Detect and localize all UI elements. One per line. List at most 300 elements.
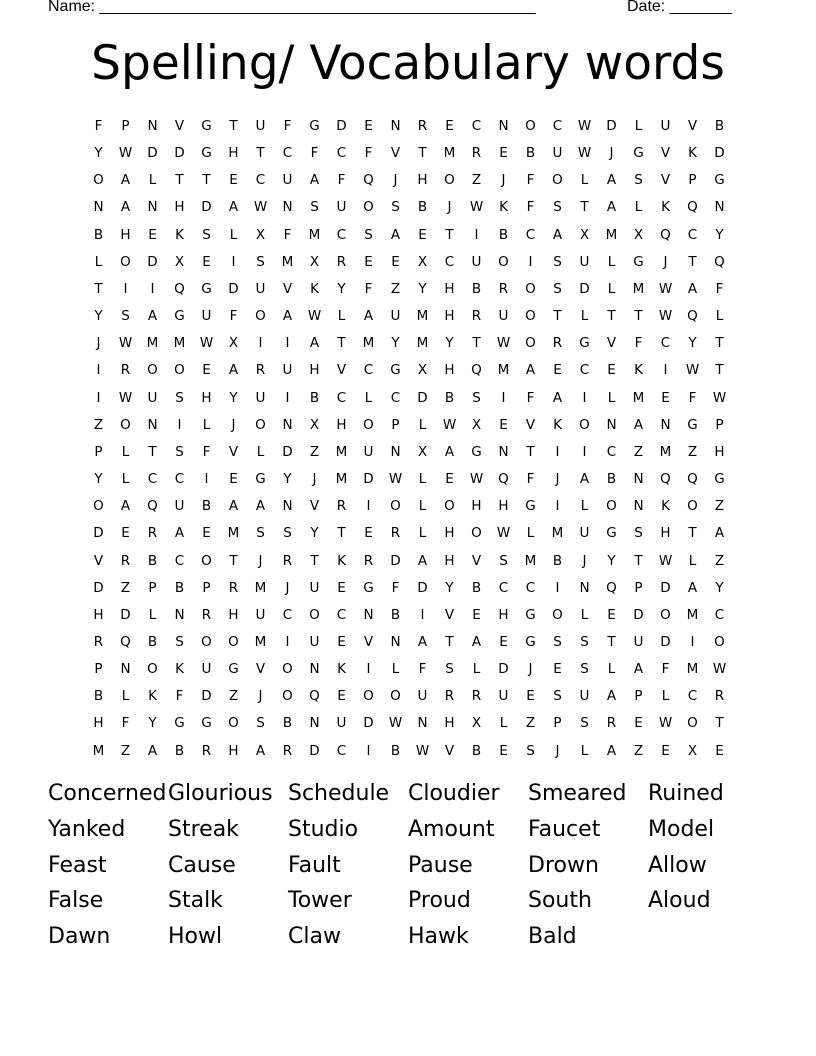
- grid-letter[interactable]: H: [444, 552, 455, 569]
- grid-letter[interactable]: E: [526, 688, 535, 705]
- grid-letter[interactable]: Y: [715, 579, 724, 596]
- grid-letter[interactable]: E: [472, 606, 481, 623]
- grid-letter[interactable]: G: [255, 471, 266, 488]
- grid-letter[interactable]: E: [148, 226, 157, 243]
- grid-letter[interactable]: R: [93, 633, 104, 650]
- grid-letter[interactable]: O: [282, 688, 293, 705]
- grid-letter[interactable]: O: [147, 661, 158, 678]
- grid-letter[interactable]: F: [202, 443, 211, 460]
- grid-letter[interactable]: B: [147, 552, 158, 569]
- grid-letter[interactable]: S: [256, 715, 265, 732]
- grid-letter[interactable]: J: [231, 416, 236, 433]
- grid-letter[interactable]: G: [201, 118, 212, 134]
- grid-letter[interactable]: I: [285, 633, 290, 650]
- grid-letter[interactable]: E: [337, 633, 346, 650]
- grid-letter[interactable]: Y: [445, 335, 454, 352]
- grid-letter[interactable]: T: [715, 715, 724, 732]
- grid-letter[interactable]: I: [555, 443, 560, 460]
- grid-letter[interactable]: B: [471, 742, 482, 759]
- grid-letter[interactable]: L: [391, 661, 400, 678]
- grid-letter[interactable]: W: [118, 389, 133, 406]
- grid-letter[interactable]: D: [147, 253, 158, 270]
- grid-letter[interactable]: B: [174, 579, 185, 596]
- grid-letter[interactable]: T: [148, 443, 157, 460]
- grid-letter[interactable]: B: [309, 389, 320, 406]
- grid-letter[interactable]: A: [282, 308, 293, 325]
- grid-letter[interactable]: A: [120, 498, 131, 515]
- grid-letter[interactable]: H: [228, 145, 239, 162]
- grid-letter[interactable]: T: [607, 308, 616, 325]
- grid-letter[interactable]: L: [634, 118, 643, 134]
- grid-letter[interactable]: P: [94, 661, 103, 678]
- grid-letter[interactable]: S: [580, 661, 589, 678]
- grid-letter[interactable]: Q: [660, 471, 671, 488]
- grid-letter[interactable]: A: [525, 362, 536, 379]
- grid-letter[interactable]: M: [659, 443, 672, 460]
- grid-letter[interactable]: K: [661, 498, 670, 515]
- grid-letter[interactable]: P: [202, 579, 211, 596]
- grid-letter[interactable]: U: [147, 389, 158, 406]
- grid-letter[interactable]: E: [499, 145, 508, 162]
- grid-letter[interactable]: D: [417, 579, 428, 596]
- grid-letter[interactable]: Y: [94, 471, 103, 488]
- grid-letter[interactable]: T: [94, 280, 103, 297]
- grid-letter[interactable]: O: [363, 199, 374, 216]
- grid-letter[interactable]: D: [282, 443, 293, 460]
- grid-letter[interactable]: L: [364, 389, 373, 406]
- grid-letter[interactable]: O: [552, 172, 563, 189]
- grid-letter[interactable]: A: [579, 471, 590, 488]
- grid-letter[interactable]: R: [390, 525, 401, 542]
- grid-letter[interactable]: O: [201, 633, 212, 650]
- grid-letter[interactable]: A: [687, 579, 698, 596]
- grid-letter[interactable]: J: [501, 172, 506, 189]
- grid-letter[interactable]: N: [147, 199, 158, 216]
- grid-letter[interactable]: G: [714, 172, 725, 189]
- grid-letter[interactable]: K: [175, 226, 184, 243]
- grid-letter[interactable]: H: [201, 389, 212, 406]
- grid-letter[interactable]: H: [444, 308, 455, 325]
- grid-letter[interactable]: C: [336, 389, 347, 406]
- grid-letter[interactable]: G: [525, 633, 536, 650]
- grid-letter[interactable]: N: [660, 416, 671, 433]
- grid-letter[interactable]: T: [229, 118, 238, 134]
- grid-letter[interactable]: D: [633, 606, 644, 623]
- grid-letter[interactable]: R: [363, 552, 374, 569]
- grid-letter[interactable]: J: [582, 552, 587, 569]
- grid-letter[interactable]: M: [632, 389, 645, 406]
- grid-letter[interactable]: C: [336, 145, 347, 162]
- grid-letter[interactable]: I: [555, 579, 560, 596]
- grid-letter[interactable]: X: [471, 416, 482, 433]
- grid-letter[interactable]: O: [282, 661, 293, 678]
- grid-letter[interactable]: T: [445, 633, 454, 650]
- grid-letter[interactable]: H: [336, 416, 347, 433]
- grid-letter[interactable]: U: [579, 253, 590, 270]
- grid-letter[interactable]: B: [93, 688, 104, 705]
- grid-letter[interactable]: O: [660, 606, 671, 623]
- grid-letter[interactable]: N: [498, 443, 509, 460]
- grid-letter[interactable]: C: [336, 606, 347, 623]
- grid-letter[interactable]: J: [663, 253, 668, 270]
- grid-letter[interactable]: P: [715, 416, 724, 433]
- grid-letter[interactable]: L: [94, 253, 103, 270]
- grid-letter[interactable]: G: [201, 715, 212, 732]
- grid-letter[interactable]: X: [417, 443, 428, 460]
- grid-letter[interactable]: L: [256, 443, 265, 460]
- grid-letter[interactable]: R: [417, 118, 428, 134]
- grid-letter[interactable]: E: [364, 118, 373, 134]
- grid-letter[interactable]: U: [417, 688, 428, 705]
- grid-letter[interactable]: J: [609, 145, 614, 162]
- grid-letter[interactable]: T: [715, 335, 724, 352]
- grid-letter[interactable]: U: [660, 118, 671, 134]
- grid-letter[interactable]: R: [552, 335, 563, 352]
- grid-letter[interactable]: Q: [174, 280, 185, 297]
- grid-letter[interactable]: O: [606, 498, 617, 515]
- grid-letter[interactable]: F: [526, 471, 535, 488]
- grid-letter[interactable]: B: [498, 226, 509, 243]
- grid-letter[interactable]: S: [634, 172, 643, 189]
- grid-letter[interactable]: I: [582, 389, 587, 406]
- grid-letter[interactable]: D: [174, 145, 185, 162]
- grid-letter[interactable]: V: [228, 443, 239, 460]
- grid-letter[interactable]: N: [633, 498, 644, 515]
- grid-letter[interactable]: S: [553, 280, 562, 297]
- grid-letter[interactable]: I: [366, 498, 371, 515]
- grid-letter[interactable]: L: [499, 715, 508, 732]
- grid-letter[interactable]: X: [633, 226, 644, 243]
- grid-letter[interactable]: U: [282, 362, 293, 379]
- grid-letter[interactable]: L: [418, 498, 427, 515]
- grid-letter[interactable]: B: [174, 742, 185, 759]
- grid-letter[interactable]: O: [363, 688, 374, 705]
- grid-letter[interactable]: R: [255, 362, 266, 379]
- grid-letter[interactable]: M: [254, 579, 267, 596]
- grid-letter[interactable]: B: [714, 118, 725, 134]
- grid-letter[interactable]: R: [282, 552, 293, 569]
- grid-letter[interactable]: D: [93, 579, 104, 596]
- grid-letter[interactable]: S: [256, 253, 265, 270]
- grid-letter[interactable]: A: [363, 308, 374, 325]
- grid-letter[interactable]: A: [633, 661, 644, 678]
- grid-letter[interactable]: L: [688, 552, 697, 569]
- grid-letter[interactable]: V: [282, 280, 293, 297]
- grid-letter[interactable]: S: [553, 253, 562, 270]
- grid-letter[interactable]: L: [121, 471, 130, 488]
- grid-letter[interactable]: L: [580, 606, 589, 623]
- grid-letter[interactable]: R: [120, 552, 131, 569]
- grid-letter[interactable]: A: [228, 199, 239, 216]
- grid-letter[interactable]: Q: [660, 226, 671, 243]
- grid-letter[interactable]: B: [471, 280, 482, 297]
- grid-letter[interactable]: E: [499, 742, 508, 759]
- grid-letter[interactable]: C: [498, 579, 509, 596]
- grid-letter[interactable]: F: [634, 335, 643, 352]
- grid-letter[interactable]: I: [690, 633, 695, 650]
- grid-letter[interactable]: J: [312, 471, 317, 488]
- grid-letter[interactable]: N: [282, 416, 293, 433]
- grid-letter[interactable]: A: [606, 688, 617, 705]
- grid-letter[interactable]: S: [472, 389, 481, 406]
- grid-letter[interactable]: A: [390, 226, 401, 243]
- grid-letter[interactable]: O: [93, 172, 104, 189]
- grid-letter[interactable]: Q: [147, 498, 158, 515]
- grid-letter[interactable]: Q: [309, 688, 320, 705]
- grid-letter[interactable]: D: [201, 199, 212, 216]
- grid-letter[interactable]: Y: [391, 335, 400, 352]
- grid-letter[interactable]: D: [228, 280, 239, 297]
- grid-letter[interactable]: Z: [714, 552, 725, 569]
- grid-letter[interactable]: X: [255, 226, 266, 243]
- grid-letter[interactable]: L: [661, 688, 670, 705]
- grid-letter[interactable]: Z: [633, 443, 644, 460]
- grid-letter[interactable]: I: [663, 362, 668, 379]
- grid-letter[interactable]: D: [660, 579, 671, 596]
- grid-letter[interactable]: L: [607, 280, 616, 297]
- grid-letter[interactable]: W: [415, 742, 430, 759]
- grid-letter[interactable]: B: [201, 498, 212, 515]
- grid-letter[interactable]: J: [555, 742, 560, 759]
- grid-letter[interactable]: O: [390, 498, 401, 515]
- grid-letter[interactable]: G: [714, 471, 725, 488]
- grid-letter[interactable]: T: [175, 172, 184, 189]
- grid-letter[interactable]: A: [714, 525, 725, 542]
- grid-letter[interactable]: G: [390, 362, 401, 379]
- grid-letter[interactable]: R: [471, 688, 482, 705]
- grid-letter[interactable]: D: [120, 606, 131, 623]
- grid-letter[interactable]: R: [498, 280, 509, 297]
- grid-letter[interactable]: A: [228, 362, 239, 379]
- grid-letter[interactable]: M: [416, 335, 429, 352]
- grid-letter[interactable]: E: [202, 525, 211, 542]
- grid-letter[interactable]: P: [121, 118, 130, 134]
- grid-letter[interactable]: H: [498, 606, 509, 623]
- grid-letter[interactable]: V: [255, 661, 266, 678]
- grid-letter[interactable]: U: [309, 633, 320, 650]
- grid-letter[interactable]: L: [202, 416, 211, 433]
- grid-letter[interactable]: U: [174, 498, 185, 515]
- grid-letter[interactable]: K: [553, 416, 562, 433]
- grid-letter[interactable]: R: [336, 253, 347, 270]
- grid-letter[interactable]: I: [96, 389, 101, 406]
- grid-letter[interactable]: G: [201, 280, 212, 297]
- grid-letter[interactable]: P: [148, 579, 157, 596]
- grid-letter[interactable]: D: [93, 525, 104, 542]
- grid-letter[interactable]: K: [337, 552, 346, 569]
- grid-letter[interactable]: P: [391, 416, 400, 433]
- grid-letter[interactable]: N: [309, 661, 320, 678]
- grid-letter[interactable]: U: [201, 308, 212, 325]
- grid-letter[interactable]: M: [497, 362, 510, 379]
- grid-letter[interactable]: S: [310, 199, 319, 216]
- grid-letter[interactable]: S: [553, 688, 562, 705]
- grid-letter[interactable]: E: [499, 633, 508, 650]
- grid-letter[interactable]: T: [418, 145, 427, 162]
- grid-letter[interactable]: S: [580, 633, 589, 650]
- grid-letter[interactable]: Z: [120, 742, 131, 759]
- grid-letter[interactable]: A: [309, 172, 320, 189]
- grid-letter[interactable]: I: [177, 416, 182, 433]
- grid-letter[interactable]: E: [445, 471, 454, 488]
- grid-letter[interactable]: O: [120, 253, 131, 270]
- grid-letter[interactable]: N: [147, 416, 158, 433]
- grid-letter[interactable]: G: [687, 416, 698, 433]
- grid-letter[interactable]: T: [337, 335, 346, 352]
- grid-letter[interactable]: U: [255, 389, 266, 406]
- grid-letter[interactable]: M: [227, 525, 240, 542]
- grid-letter[interactable]: N: [282, 498, 293, 515]
- grid-letter[interactable]: O: [309, 606, 320, 623]
- grid-letter[interactable]: U: [579, 525, 590, 542]
- grid-letter[interactable]: Q: [687, 199, 698, 216]
- grid-letter[interactable]: C: [444, 253, 455, 270]
- grid-letter[interactable]: W: [658, 552, 673, 569]
- grid-letter[interactable]: E: [661, 389, 670, 406]
- grid-letter[interactable]: O: [228, 715, 239, 732]
- grid-letter[interactable]: D: [498, 661, 509, 678]
- grid-letter[interactable]: C: [174, 471, 185, 488]
- grid-letter[interactable]: T: [688, 253, 697, 270]
- grid-letter[interactable]: M: [524, 552, 537, 569]
- grid-letter[interactable]: Y: [94, 308, 103, 325]
- grid-letter[interactable]: D: [201, 688, 212, 705]
- grid-letter[interactable]: E: [445, 118, 454, 134]
- grid-letter[interactable]: N: [282, 199, 293, 216]
- grid-letter[interactable]: E: [715, 742, 724, 759]
- grid-letter[interactable]: E: [337, 688, 346, 705]
- grid-letter[interactable]: W: [118, 335, 133, 352]
- grid-letter[interactable]: E: [364, 253, 373, 270]
- grid-letter[interactable]: S: [580, 715, 589, 732]
- grid-letter[interactable]: N: [174, 606, 185, 623]
- grid-letter[interactable]: R: [714, 688, 725, 705]
- grid-letter[interactable]: C: [552, 118, 563, 134]
- grid-letter[interactable]: S: [634, 525, 643, 542]
- grid-letter[interactable]: G: [606, 525, 617, 542]
- grid-letter[interactable]: M: [416, 308, 429, 325]
- grid-letter[interactable]: N: [363, 606, 374, 623]
- grid-letter[interactable]: L: [580, 742, 589, 759]
- grid-letter[interactable]: M: [335, 443, 348, 460]
- grid-letter[interactable]: T: [337, 525, 346, 542]
- grid-letter[interactable]: U: [390, 308, 401, 325]
- grid-letter[interactable]: I: [420, 606, 425, 623]
- grid-letter[interactable]: O: [228, 633, 239, 650]
- grid-letter[interactable]: X: [228, 335, 239, 352]
- grid-letter[interactable]: I: [96, 362, 101, 379]
- grid-letter[interactable]: I: [501, 389, 506, 406]
- grid-letter[interactable]: L: [607, 661, 616, 678]
- grid-letter[interactable]: G: [174, 308, 185, 325]
- grid-letter[interactable]: T: [526, 443, 535, 460]
- grid-letter[interactable]: Y: [94, 145, 103, 162]
- grid-letter[interactable]: D: [147, 145, 158, 162]
- grid-letter[interactable]: I: [366, 742, 371, 759]
- grid-letter[interactable]: C: [282, 606, 293, 623]
- grid-letter[interactable]: C: [579, 362, 590, 379]
- grid-letter[interactable]: O: [363, 416, 374, 433]
- grid-letter[interactable]: H: [228, 606, 239, 623]
- grid-letter[interactable]: F: [526, 389, 535, 406]
- grid-letter[interactable]: I: [474, 226, 479, 243]
- grid-letter[interactable]: L: [418, 416, 427, 433]
- grid-letter[interactable]: N: [390, 118, 401, 134]
- grid-letter[interactable]: U: [255, 118, 266, 134]
- grid-letter[interactable]: G: [525, 498, 536, 515]
- grid-letter[interactable]: P: [94, 443, 103, 460]
- grid-letter[interactable]: I: [150, 280, 155, 297]
- grid-letter[interactable]: Y: [607, 552, 616, 569]
- grid-letter[interactable]: R: [444, 688, 455, 705]
- grid-letter[interactable]: Z: [714, 498, 725, 515]
- grid-letter[interactable]: U: [201, 661, 212, 678]
- grid-letter[interactable]: P: [634, 688, 643, 705]
- grid-letter[interactable]: J: [96, 335, 101, 352]
- grid-letter[interactable]: F: [688, 389, 697, 406]
- grid-letter[interactable]: U: [255, 280, 266, 297]
- grid-letter[interactable]: L: [607, 253, 616, 270]
- grid-letter[interactable]: Q: [498, 471, 509, 488]
- grid-letter[interactable]: H: [93, 606, 104, 623]
- grid-letter[interactable]: O: [525, 308, 536, 325]
- grid-letter[interactable]: T: [688, 525, 697, 542]
- grid-letter[interactable]: W: [658, 308, 673, 325]
- grid-letter[interactable]: L: [418, 471, 427, 488]
- grid-letter[interactable]: R: [606, 715, 617, 732]
- grid-letter[interactable]: S: [175, 389, 184, 406]
- grid-letter[interactable]: B: [147, 633, 158, 650]
- grid-letter[interactable]: O: [255, 416, 266, 433]
- grid-letter[interactable]: Q: [687, 308, 698, 325]
- grid-letter[interactable]: N: [390, 443, 401, 460]
- grid-letter[interactable]: Z: [471, 172, 482, 189]
- grid-letter[interactable]: J: [258, 552, 263, 569]
- grid-letter[interactable]: C: [390, 389, 401, 406]
- grid-letter[interactable]: H: [444, 715, 455, 732]
- grid-letter[interactable]: L: [148, 606, 157, 623]
- grid-letter[interactable]: J: [447, 199, 452, 216]
- grid-letter[interactable]: V: [390, 145, 401, 162]
- grid-letter[interactable]: S: [364, 226, 373, 243]
- grid-letter[interactable]: L: [148, 172, 157, 189]
- grid-letter[interactable]: O: [471, 525, 482, 542]
- grid-letter[interactable]: T: [634, 552, 643, 569]
- grid-letter[interactable]: F: [229, 308, 238, 325]
- grid-letter[interactable]: V: [174, 118, 185, 134]
- grid-letter[interactable]: R: [471, 308, 482, 325]
- grid-letter[interactable]: A: [471, 633, 482, 650]
- grid-letter[interactable]: L: [337, 308, 346, 325]
- grid-letter[interactable]: C: [660, 335, 671, 352]
- grid-letter[interactable]: J: [393, 172, 398, 189]
- grid-letter[interactable]: J: [258, 688, 263, 705]
- grid-letter[interactable]: M: [686, 661, 699, 678]
- grid-letter[interactable]: V: [444, 742, 455, 759]
- grid-letter[interactable]: X: [471, 715, 482, 732]
- grid-letter[interactable]: L: [715, 308, 724, 325]
- grid-letter[interactable]: O: [390, 688, 401, 705]
- grid-letter[interactable]: B: [417, 199, 428, 216]
- grid-letter[interactable]: S: [445, 661, 454, 678]
- grid-letter[interactable]: H: [309, 362, 320, 379]
- grid-letter[interactable]: L: [472, 661, 481, 678]
- grid-letter[interactable]: U: [471, 253, 482, 270]
- grid-letter[interactable]: Z: [309, 443, 320, 460]
- grid-letter[interactable]: B: [390, 606, 401, 623]
- grid-letter[interactable]: J: [285, 579, 290, 596]
- grid-letter[interactable]: F: [94, 118, 103, 134]
